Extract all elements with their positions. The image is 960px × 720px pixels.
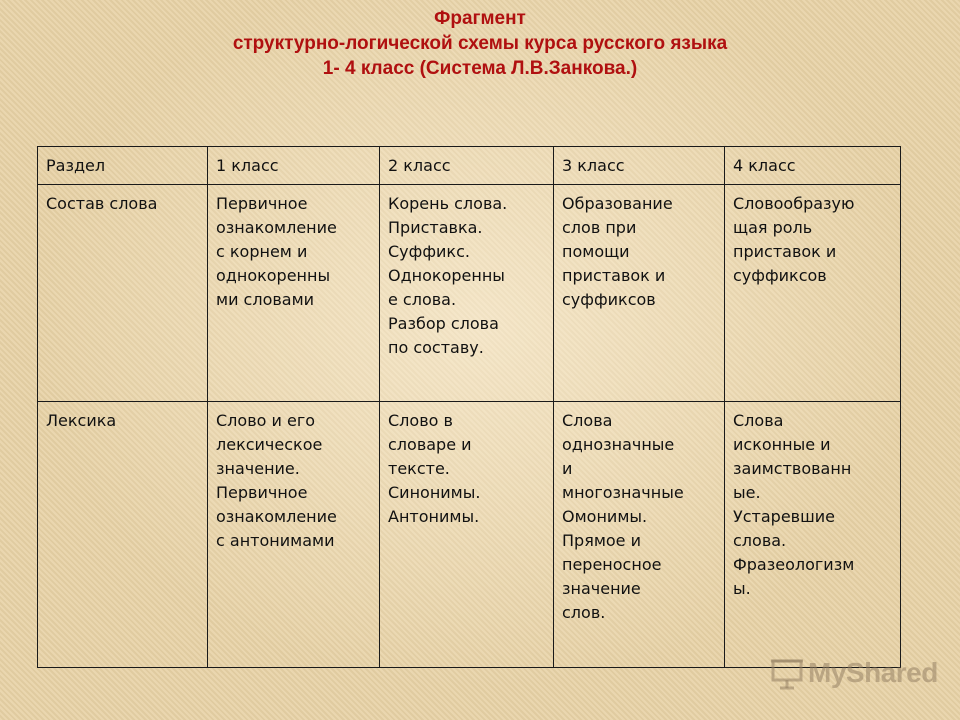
cell-text-line: однокоренны (216, 266, 331, 285)
table-cell (208, 185, 380, 402)
cell-text-line: Лексика (46, 411, 117, 430)
curriculum-table (37, 146, 901, 668)
cell-text-line: словаре и (388, 435, 472, 454)
header-cell-grade-3: 3 класс (554, 147, 725, 185)
cell-text-line: ознакомление (216, 218, 337, 237)
cell-text-line: Устаревшие (733, 507, 835, 526)
title-line-1: Фрагмент (434, 8, 526, 29)
cell-text-line: Приставка. (388, 218, 483, 237)
table-cell (208, 402, 380, 668)
presentation-screen-icon (770, 657, 804, 691)
cell-text-line: значение. (216, 459, 300, 478)
cell-text-line: Синонимы. (388, 483, 481, 502)
cell-text-line: Антонимы. (388, 507, 480, 526)
cell-text-line: Слово и его (216, 411, 316, 430)
cell-text-line: Образование (562, 194, 673, 213)
cell-text-line: Состав слова (46, 194, 158, 213)
cell-text-line: Слова (562, 411, 613, 430)
cell-text-line: Разбор слова (388, 314, 499, 333)
cell-text-line: помощи (562, 242, 630, 261)
table-cell (554, 185, 725, 402)
table-cell (38, 185, 208, 402)
cell-text-line: слов при (562, 218, 637, 237)
cell-text-line: тексте. (388, 459, 450, 478)
cell-text-line: суффиксов (562, 290, 656, 309)
cell-text-line: щая роль (733, 218, 813, 237)
table-cell (554, 402, 725, 668)
table-header-row (38, 147, 901, 185)
title-line-2: структурно-логической схемы курса русского языка (232, 33, 728, 54)
header-cell-grade-1: 1 класс (208, 147, 380, 185)
table-cell (380, 185, 554, 402)
cell-text-line: приставок и (733, 242, 837, 261)
header-cell-grade-2: 2 класс (380, 147, 554, 185)
cell-text-line: приставок и (562, 266, 666, 285)
cell-text-line: с корнем и (216, 242, 308, 261)
cell-text-line: и (562, 459, 573, 478)
cell-text-line: ые. (733, 483, 761, 502)
cell-text-line: значение (562, 579, 641, 598)
cell-text-line: Однокоренны (388, 266, 505, 285)
cell-text-line: слов. (562, 603, 606, 622)
cell-text-line: суффиксов (733, 266, 827, 285)
cell-text-line: Фразеологизм (733, 555, 855, 574)
cell-text-line: ы. (733, 579, 751, 598)
cell-text-line: е слова. (388, 290, 457, 309)
cell-text-line: Суффикс. (388, 242, 470, 261)
table-row (38, 402, 901, 668)
cell-text-line: Корень слова. (388, 194, 508, 213)
cell-text-line: Словообразую (733, 194, 855, 213)
header-cell-grade-4: 4 класс (725, 147, 901, 185)
table-cell (38, 402, 208, 668)
cell-text-line: лексическое (216, 435, 323, 454)
table-cell (725, 402, 901, 668)
cell-text-line: Прямое и (562, 531, 641, 550)
cell-text-line: ознакомление (216, 507, 337, 526)
header-cell-section: Раздел (38, 147, 208, 185)
cell-text-line: переносное (562, 555, 662, 574)
cell-text-line: ми словами (216, 290, 315, 309)
cell-text-line: заимствованн (733, 459, 852, 478)
cell-text-line: Омонимы. (562, 507, 648, 526)
table-row (38, 185, 901, 402)
cell-text-line: многозначные (562, 483, 684, 502)
title-line-3: 1- 4 класс (Система Л.В.Занкова.) (322, 58, 638, 79)
cell-text-line: с антонимами (216, 531, 335, 550)
myshared-watermark (770, 655, 938, 695)
cell-text-line: Слова (733, 411, 784, 430)
watermark-text: MyShared (808, 657, 938, 688)
cell-text-line: по составу. (388, 338, 484, 357)
cell-text-line: Первичное (216, 483, 308, 502)
table-cell (725, 185, 901, 402)
cell-text-line: Первичное (216, 194, 308, 213)
cell-text-line: однозначные (562, 435, 675, 454)
slide-title (0, 6, 960, 81)
cell-text-line: Слово в (388, 411, 453, 430)
cell-text-line: исконные и (733, 435, 831, 454)
cell-text-line: слова. (733, 531, 787, 550)
table-cell (380, 402, 554, 668)
